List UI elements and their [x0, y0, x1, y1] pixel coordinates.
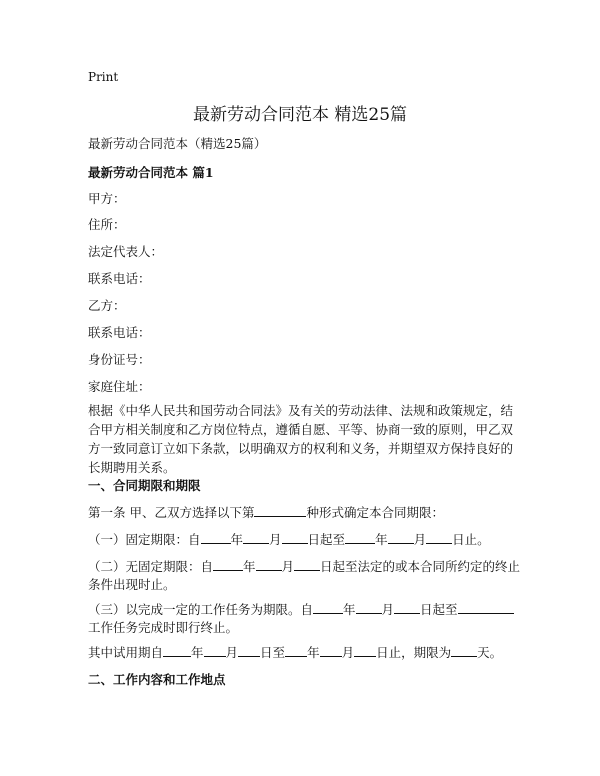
print-label[interactable]: Print	[88, 70, 119, 84]
non-fixed-term-line-2: 条件出现时止。	[88, 577, 176, 592]
heading-work-content: 二、工作内容和工作地点	[88, 672, 226, 687]
document-title: 最新劳动合同范本 精选25篇	[192, 105, 408, 125]
field-phone-1: 联系电话：	[88, 271, 151, 286]
field-jia: 甲方：	[88, 191, 126, 206]
non-fixed-term-line: （二）无固定期限：自 年 月 日起至法定的或本合同所约定的终止	[88, 559, 521, 574]
heading-contract-term: 一、合同期限和期限	[88, 478, 201, 493]
task-term-line-2: 工作任务完成时即行终止。	[88, 620, 239, 635]
document-subtitle: 最新劳动合同范本（精选25篇）	[88, 136, 267, 151]
field-home-address: 家庭住址：	[88, 379, 151, 394]
section-title: 最新劳动合同范本 篇1	[88, 165, 214, 180]
trial-period-line: 其中试用期自 年 月 日至 年 月 日止，期限为 天。	[88, 645, 503, 660]
field-id-number: 身份证号：	[88, 352, 151, 367]
intro-paragraph: 根据《中华人民共和国劳动合同法》及有关的劳动法律、法规和政策规定，结合甲方相关制度和乙方岗位特点，遵循自愿、平等、协商一致的原则，甲乙双方一致同意订立如下条款，以明确双方的权利和义务，并期望双方保持良好的长期聘用关系。	[88, 403, 514, 475]
article-1: 第一条 甲、乙双方选择以下第 种形式确定本合同期限：	[88, 505, 444, 520]
field-address: 住所：	[88, 217, 126, 232]
field-phone-2: 联系电话：	[88, 325, 151, 340]
fixed-term-line: （一）固定期限：自 年 月 日起至 年 月 日止。	[88, 532, 490, 547]
task-term-line: （三）以完成一定的工作任务为期限。自 年 月 日起至	[88, 600, 514, 618]
field-legal-rep: 法定代表人：	[88, 244, 164, 259]
field-yi: 乙方：	[88, 298, 126, 313]
